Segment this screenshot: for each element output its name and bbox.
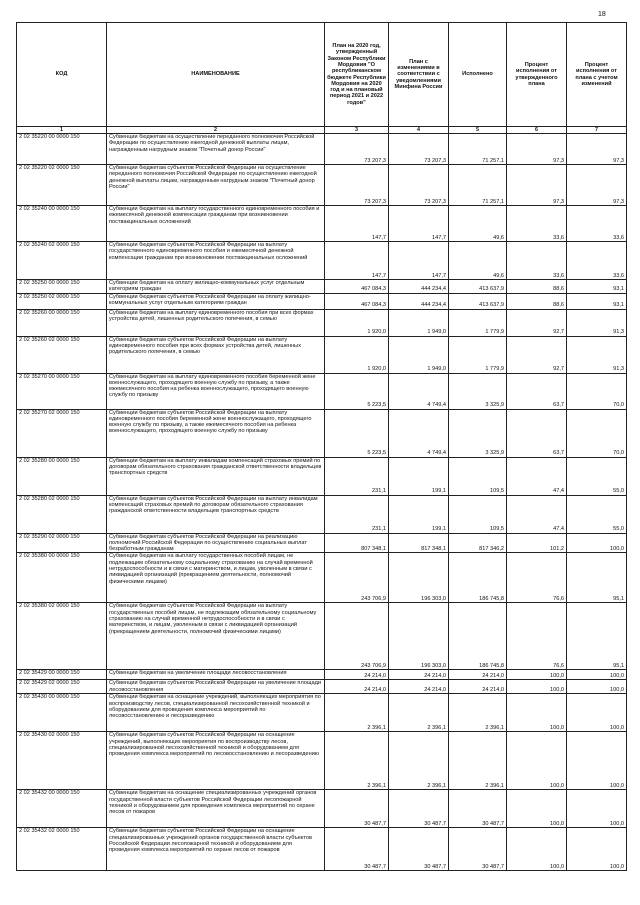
table-header-row — [17, 23, 627, 127]
table-row — [17, 790, 627, 828]
row-plan-changes: 817 348,1 — [389, 533, 449, 553]
row-plan-changes: 2 396,1 — [389, 732, 449, 790]
row-plan-changes: 4 749,4 — [389, 409, 449, 457]
table-row — [17, 309, 627, 336]
column-number-row — [17, 127, 627, 134]
row-name: Субвенции бюджетам субъектов Российской Федерации на выплату единовременного пособия при всех формах устройства детей, лишенных родительского попечения, в семью — [107, 336, 325, 373]
row-plan: 467 084,3 — [325, 280, 389, 294]
row-plan: 231,1 — [325, 495, 389, 533]
row-plan: 231,1 — [325, 457, 389, 495]
row-plan-changes: 147,7 — [389, 242, 449, 280]
row-code: 2 02 35280 02 0000 150 — [17, 495, 107, 533]
row-pct-changed: 70,0 — [567, 409, 627, 457]
row-pct-approved: 47,4 — [507, 457, 567, 495]
row-pct-changed: 97,3 — [567, 165, 627, 206]
row-pct-approved: 92,7 — [507, 309, 567, 336]
row-pct-changed: 100,0 — [567, 680, 627, 694]
row-name: Субвенции бюджетам на оснащение учреждений, выполняющих мероприятия по воспроизводству лесов, специализированной лесохозяйственной техникой и оборудованием для проведения комплекса мероприятий по лесовосстановлению и лесоразведению — [107, 694, 325, 732]
row-executed: 24 214,0 — [449, 670, 507, 680]
row-code: 2 02 35432 00 0000 150 — [17, 790, 107, 828]
row-name: Субвенции бюджетам на выплату государственных пособий лицам, не подлежащим обязательному социальному страхованию на случай временной нетрудоспособности и в связи с материнством, и лицам, уволенным в связи с ликвидацией организаций (прекращением деятельности, полномочий физическими лицами) — [107, 553, 325, 603]
column-number: 4 — [389, 127, 449, 134]
row-name: Субвенции бюджетам субъектов Российской Федерации на выплату единовременного пособия беременной жене военнослужащего, проходящего военную службу по призыву, а также ежемесячного пособия на ребенка военнослужащего, проходящего военную службу по призыву — [107, 409, 325, 457]
table-row — [17, 373, 627, 409]
row-pct-approved: 92,7 — [507, 336, 567, 373]
row-pct-changed: 33,6 — [567, 242, 627, 280]
row-plan: 2 396,1 — [325, 732, 389, 790]
row-pct-approved: 97,3 — [507, 134, 567, 165]
header-pct-changed: Процент исполнения от плана с учетом изменений — [567, 23, 627, 127]
table-row — [17, 495, 627, 533]
row-code: 2 02 35430 00 0000 150 — [17, 694, 107, 732]
row-plan-changes: 147,7 — [389, 206, 449, 242]
row-plan: 467 084,3 — [325, 293, 389, 309]
header-name: НАИМЕНОВАНИЕ — [107, 23, 325, 127]
row-executed: 71 257,1 — [449, 134, 507, 165]
row-pct-changed: 70,0 — [567, 373, 627, 409]
row-plan-changes: 4 749,4 — [389, 373, 449, 409]
header-plan-changes: План с изменениями в соответствии с уведомлениями Минфина России — [389, 23, 449, 127]
row-executed: 413 637,9 — [449, 280, 507, 294]
table-body — [17, 134, 627, 871]
row-name: Субвенции бюджетам на осуществление переданного полномочия Российской Федерации по осуществлению ежегодной денежной выплаты лицам, награжденным нагрудным знаком "Почетный донор России" — [107, 134, 325, 165]
row-plan-changes: 196 303,0 — [389, 553, 449, 603]
row-executed: 413 637,9 — [449, 293, 507, 309]
row-plan-changes: 444 234,4 — [389, 293, 449, 309]
row-pct-approved: 100,0 — [507, 790, 567, 828]
table-row — [17, 828, 627, 871]
row-executed: 817 346,2 — [449, 533, 507, 553]
table-row — [17, 293, 627, 309]
row-plan-changes: 444 234,4 — [389, 280, 449, 294]
column-number: 6 — [507, 127, 567, 134]
row-pct-approved: 63,7 — [507, 373, 567, 409]
row-executed: 186 745,8 — [449, 603, 507, 670]
row-name: Субвенции бюджетам субъектов Российской Федерации на выплату государственного единовременного пособия и ежемесячной денежной компенсации гражданам при возникновении поствакцинальных осложнений — [107, 242, 325, 280]
row-code: 2 02 35220 02 0000 150 — [17, 165, 107, 206]
row-pct-approved: 100,0 — [507, 680, 567, 694]
row-pct-changed: 93,1 — [567, 293, 627, 309]
column-number: 1 — [17, 127, 107, 134]
table-row — [17, 206, 627, 242]
row-code: 2 02 35260 00 0000 150 — [17, 309, 107, 336]
row-pct-approved: 88,6 — [507, 280, 567, 294]
row-executed: 109,5 — [449, 457, 507, 495]
table-row — [17, 165, 627, 206]
row-executed: 3 325,9 — [449, 373, 507, 409]
row-plan: 147,7 — [325, 242, 389, 280]
table-row — [17, 457, 627, 495]
row-pct-approved: 63,7 — [507, 409, 567, 457]
row-code: 2 02 35429 00 0000 150 — [17, 670, 107, 680]
row-pct-approved: 33,6 — [507, 206, 567, 242]
row-plan-changes: 196 303,0 — [389, 603, 449, 670]
budget-execution-table — [16, 22, 627, 871]
row-pct-approved: 97,3 — [507, 165, 567, 206]
row-code: 2 02 35250 02 0000 150 — [17, 293, 107, 309]
row-code: 2 02 35220 00 0000 150 — [17, 134, 107, 165]
row-pct-approved: 100,0 — [507, 732, 567, 790]
table-row — [17, 680, 627, 694]
row-plan-changes: 1 949,0 — [389, 309, 449, 336]
row-plan-changes: 30 487,7 — [389, 828, 449, 871]
row-pct-approved: 100,0 — [507, 828, 567, 871]
row-pct-changed: 100,0 — [567, 732, 627, 790]
row-pct-changed: 55,0 — [567, 495, 627, 533]
row-pct-changed: 100,0 — [567, 828, 627, 871]
row-plan: 24 214,0 — [325, 670, 389, 680]
row-pct-approved: 47,4 — [507, 495, 567, 533]
row-plan: 73 207,3 — [325, 134, 389, 165]
row-plan-changes: 73 207,3 — [389, 165, 449, 206]
row-code: 2 02 35290 02 0000 150 — [17, 533, 107, 553]
row-executed: 109,5 — [449, 495, 507, 533]
header-code: КОД — [17, 23, 107, 127]
row-plan: 1 920,0 — [325, 336, 389, 373]
header-plan: План на 2020 год, утвержденный Законом Республики Мордовия "О республиканском бюджете Республики Мордовия на 2020 год и на плановый период 2021 и 2022 годов" — [325, 23, 389, 127]
row-plan: 807 348,1 — [325, 533, 389, 553]
row-executed: 71 257,1 — [449, 165, 507, 206]
row-pct-approved: 88,6 — [507, 293, 567, 309]
column-number: 2 — [107, 127, 325, 134]
row-plan: 2 396,1 — [325, 694, 389, 732]
row-executed: 30 487,7 — [449, 828, 507, 871]
table-row — [17, 603, 627, 670]
row-pct-approved: 100,0 — [507, 694, 567, 732]
row-executed: 49,6 — [449, 206, 507, 242]
row-plan: 243 706,9 — [325, 603, 389, 670]
row-pct-changed: 100,0 — [567, 670, 627, 680]
row-executed: 3 325,9 — [449, 409, 507, 457]
row-pct-changed: 100,0 — [567, 533, 627, 553]
row-pct-changed: 95,1 — [567, 603, 627, 670]
row-name: Субвенции бюджетам субъектов Российской Федерации на выплату инвалидам компенсаций страховых премий по договорам обязательного страхования гражданской ответственности владельцев транспортных средств — [107, 495, 325, 533]
row-code: 2 02 35429 02 0000 150 — [17, 680, 107, 694]
row-code: 2 02 35380 00 0000 150 — [17, 553, 107, 603]
header-pct-approved: Процент исполнения от утвержденного плана — [507, 23, 567, 127]
row-code: 2 02 35240 00 0000 150 — [17, 206, 107, 242]
row-name: Субвенции бюджетам субъектов Российской Федерации на осуществление переданного полномочия Российской Федерации по осуществлению ежегодной денежной выплаты лицам, награжденным нагрудным знаком "Почетный донор России" — [107, 165, 325, 206]
column-number: 7 — [567, 127, 627, 134]
row-plan: 1 920,0 — [325, 309, 389, 336]
row-code: 2 02 35250 00 0000 150 — [17, 280, 107, 294]
row-pct-changed: 100,0 — [567, 790, 627, 828]
table-row — [17, 694, 627, 732]
row-executed: 2 396,1 — [449, 732, 507, 790]
row-name: Субвенции бюджетам субъектов Российской Федерации на оплату жилищно-коммунальных услуг отдельным категориям граждан — [107, 293, 325, 309]
row-code: 2 02 35380 02 0000 150 — [17, 603, 107, 670]
row-code: 2 02 35240 02 0000 150 — [17, 242, 107, 280]
row-plan-changes: 30 487,7 — [389, 790, 449, 828]
row-plan-changes: 199,1 — [389, 495, 449, 533]
table-row — [17, 280, 627, 294]
row-name: Субвенции бюджетам на выплату единовременного пособия при всех формах устройства детей, лишенных родительского попечения, в семью — [107, 309, 325, 336]
header-executed: Исполнено — [449, 23, 507, 127]
table-row — [17, 732, 627, 790]
row-plan: 73 207,3 — [325, 165, 389, 206]
row-pct-changed: 97,3 — [567, 134, 627, 165]
table-row — [17, 533, 627, 553]
row-plan-changes: 199,1 — [389, 457, 449, 495]
row-code: 2 02 35270 02 0000 150 — [17, 409, 107, 457]
page-number: 18 — [598, 11, 606, 18]
row-name: Субвенции бюджетам субъектов Российской Федерации на выплату государственных пособий лицам, не подлежащим обязательному социальному страхованию на случай временной нетрудоспособности и в связи с материнством, и лицам, уволенным в связи с ликвидацией организаций (прекращением деятельности, полномочий физическими лицами) — [107, 603, 325, 670]
row-name: Субвенции бюджетам на оснащение специализированных учреждений органов государственной власти субъектов Российской Федерации лесопожарной техникой и оборудованием для проведения комплекса мероприятий по охране лесов от пожаров — [107, 790, 325, 828]
row-pct-changed: 91,3 — [567, 309, 627, 336]
row-name: Субвенции бюджетам на выплату инвалидам компенсаций страховых премий по договорам обязательного страхования гражданской ответственности владельцев транспортных средств — [107, 457, 325, 495]
row-plan: 243 706,9 — [325, 553, 389, 603]
row-plan-changes: 24 214,0 — [389, 670, 449, 680]
row-pct-changed: 95,1 — [567, 553, 627, 603]
row-name: Субвенции бюджетам на выплату единовременного пособия беременной жене военнослужащего, проходящего военную службу по призыву, а также ежемесячного пособия на ребенка военнослужащего, проходящего военную службу по призыву — [107, 373, 325, 409]
row-pct-approved: 76,6 — [507, 553, 567, 603]
row-name: Субвенции бюджетам субъектов Российской Федерации на оснащение учреждений, выполняющих мероприятия по воспроизводству лесов, специализированной лесохозяйственной техникой и оборудованием для проведения комплекса мероприятий по лесовосстановлению и лесоразведению — [107, 732, 325, 790]
row-name: Субвенции бюджетам субъектов Российской Федерации на оснащение специализированных учреждений органов государственной власти субъектов Российской Федерации лесопожарной техникой и оборудованием для проведения комплекса мероприятий по охране лесов от пожаров — [107, 828, 325, 871]
row-pct-approved: 76,6 — [507, 603, 567, 670]
table-row — [17, 409, 627, 457]
row-pct-changed: 33,6 — [567, 206, 627, 242]
row-executed: 1 779,9 — [449, 336, 507, 373]
row-pct-changed: 91,3 — [567, 336, 627, 373]
table-row — [17, 670, 627, 680]
row-executed: 49,6 — [449, 242, 507, 280]
table-row — [17, 242, 627, 280]
row-name: Субвенции бюджетам субъектов Российской Федерации на увеличение площади лесовосстановления — [107, 680, 325, 694]
row-plan-changes: 73 207,3 — [389, 134, 449, 165]
row-plan: 5 223,5 — [325, 373, 389, 409]
row-executed: 1 779,9 — [449, 309, 507, 336]
row-plan: 5 223,5 — [325, 409, 389, 457]
column-number: 3 — [325, 127, 389, 134]
row-code: 2 02 35430 02 0000 150 — [17, 732, 107, 790]
row-plan: 30 487,7 — [325, 828, 389, 871]
row-plan: 147,7 — [325, 206, 389, 242]
row-executed: 2 396,1 — [449, 694, 507, 732]
row-plan-changes: 2 396,1 — [389, 694, 449, 732]
row-name: Субвенции бюджетам на увеличение площади лесовосстановления — [107, 670, 325, 680]
row-pct-approved: 33,6 — [507, 242, 567, 280]
row-plan: 30 487,7 — [325, 790, 389, 828]
row-pct-approved: 100,0 — [507, 670, 567, 680]
row-plan-changes: 1 949,0 — [389, 336, 449, 373]
row-name: Субвенции бюджетам на выплату государственного единовременного пособия и ежемесячной денежной компенсации гражданам при возникновении поствакцинальных осложнений — [107, 206, 325, 242]
column-number: 5 — [449, 127, 507, 134]
row-code: 2 02 35432 02 0000 150 — [17, 828, 107, 871]
row-code: 2 02 35280 00 0000 150 — [17, 457, 107, 495]
row-name: Субвенции бюджетам на оплату жилищно-коммунальных услуг отдельным категориям граждан — [107, 280, 325, 294]
row-pct-changed: 93,1 — [567, 280, 627, 294]
row-executed: 30 487,7 — [449, 790, 507, 828]
row-plan: 24 214,0 — [325, 680, 389, 694]
row-executed: 186 745,8 — [449, 553, 507, 603]
row-pct-changed: 100,0 — [567, 694, 627, 732]
row-pct-changed: 55,0 — [567, 457, 627, 495]
row-plan-changes: 24 214,0 — [389, 680, 449, 694]
row-name: Субвенции бюджетам субъектов Российской Федерации на реализацию полномочий Российской Федерации по осуществлению социальных выплат безработным гражданам — [107, 533, 325, 553]
table-row — [17, 553, 627, 603]
row-pct-approved: 101,2 — [507, 533, 567, 553]
table-row — [17, 336, 627, 373]
row-executed: 24 214,0 — [449, 680, 507, 694]
row-code: 2 02 35270 00 0000 150 — [17, 373, 107, 409]
table-row — [17, 134, 627, 165]
row-code: 2 02 35260 02 0000 150 — [17, 336, 107, 373]
